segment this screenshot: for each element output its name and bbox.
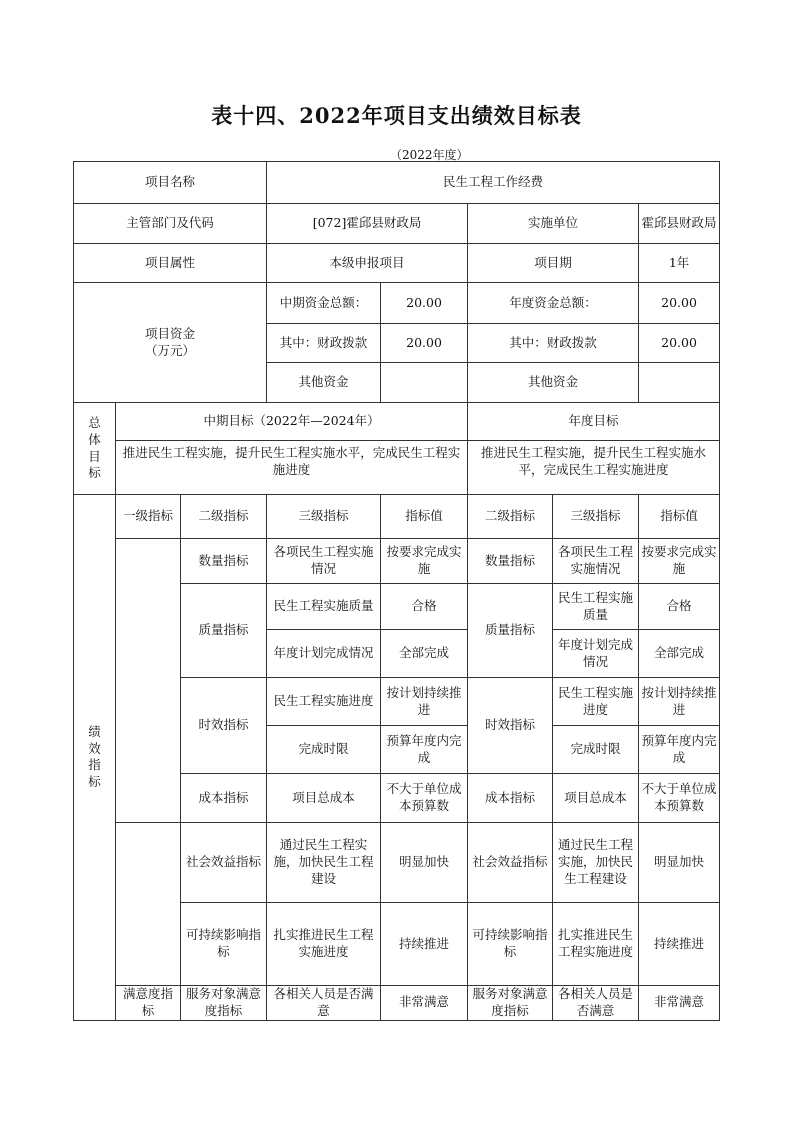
year-label: （2022年度） (390, 148, 469, 162)
l3-cost: 项目总成本 (267, 774, 381, 823)
overall-goal-label: 总体目标 (74, 403, 116, 495)
l3-time-b: 完成时限 (267, 726, 381, 774)
l3y-cost: 项目总成本 (553, 774, 639, 823)
v-time-b: 预算年度内完成 (381, 726, 468, 774)
vy-quality-b: 全部完成 (639, 630, 720, 678)
row-indicator-headers (74, 495, 720, 539)
v-quality-a: 合格 (381, 584, 468, 630)
l2y-quantity: 数量指标 (468, 539, 553, 584)
year-fiscal-value: 20.00 (639, 324, 720, 363)
indicators-label: 绩效指标 (74, 495, 116, 1021)
row-attribute (74, 244, 720, 283)
period-value: 1年 (639, 244, 720, 283)
v-sustain: 持续推进 (381, 903, 468, 986)
v-time-a: 按计划持续推进 (381, 678, 468, 726)
l3-quality-a: 民生工程实施质量 (267, 584, 381, 630)
attribute-label: 项目属性 (74, 244, 267, 283)
project-name-value: 民生工程工作经费 (267, 162, 720, 204)
l3-quantity: 各项民生工程实施情况 (267, 539, 381, 584)
l2y-social: 社会效益指标 (468, 823, 553, 903)
department-value: [072]霍邱县财政局 (267, 204, 468, 244)
l2y-cost: 成本指标 (468, 774, 553, 823)
mid-other-value (381, 363, 468, 403)
impl-unit-value: 霍邱县财政局 (639, 204, 720, 244)
year-goal-text: 推进民生工程实施，提升民生工程实施水平，完成民生工程实施进度 (468, 441, 720, 495)
l2-social: 社会效益指标 (181, 823, 267, 903)
funds-label-line1: 项目资金 (145, 325, 196, 341)
row-goals-text (74, 441, 720, 495)
mid-total-value: 20.00 (381, 283, 468, 324)
year-fiscal-label: 其中：财政拨款 (468, 324, 639, 363)
l3-satisfaction: 各相关人员是否满意 (267, 986, 381, 1021)
header-level1: 一级指标 (116, 495, 181, 539)
vy-time-a: 按计划持续推进 (639, 678, 720, 726)
l2-time: 时效指标 (181, 678, 267, 774)
v-satisfaction: 非常满意 (381, 986, 468, 1021)
attribute-value: 本级申报项目 (267, 244, 468, 283)
period-label: 项目期 (468, 244, 639, 283)
l2y-quality: 质量指标 (468, 584, 553, 678)
v-quantity: 按要求完成实施 (381, 539, 468, 584)
header-level2: 二级指标 (181, 495, 267, 539)
l3y-quality-b: 年度计划完成情况 (553, 630, 639, 678)
vy-quality-a: 合格 (639, 584, 720, 630)
department-label: 主管部门及代码 (74, 204, 267, 244)
l3-quality-b: 年度计划完成情况 (267, 630, 381, 678)
l3-social: 通过民生工程实施，加快民生工程建设 (267, 823, 381, 903)
year-other-label: 其他资金 (468, 363, 639, 403)
vy-cost: 不大于单位成本预算数 (639, 774, 720, 823)
header-level3: 三级指标 (267, 495, 381, 539)
l2-sustain: 可持续影响指标 (181, 903, 267, 986)
year-total-label: 年度资金总额： (468, 283, 639, 324)
l3y-time-b: 完成时限 (553, 726, 639, 774)
l3y-quantity: 各项民生工程实施情况 (553, 539, 639, 584)
l3-time-a: 民生工程实施进度 (267, 678, 381, 726)
project-name-label: 项目名称 (74, 162, 267, 204)
l3y-social: 通过民生工程实施，加快民生工程建设 (553, 823, 639, 903)
impl-unit-label: 实施单位 (468, 204, 639, 244)
performance-table (73, 161, 720, 1021)
header-level3-year: 三级指标 (553, 495, 639, 539)
level1-output-cell (116, 539, 181, 823)
v-cost: 不大于单位成本预算数 (381, 774, 468, 823)
funds-label (74, 283, 267, 403)
funds-label-line2: （万元） (145, 342, 196, 358)
v-quality-b: 全部完成 (381, 630, 468, 678)
row-goals-header (74, 403, 720, 441)
l3y-sustain: 扎实推进民生工程实施进度 (553, 903, 639, 986)
v-social: 明显加快 (381, 823, 468, 903)
vy-social: 明显加快 (639, 823, 720, 903)
l2-satisfaction: 服务对象满意度指标 (181, 986, 267, 1021)
l2-cost: 成本指标 (181, 774, 267, 823)
row-department (74, 204, 720, 244)
year-total-value: 20.00 (639, 283, 720, 324)
vy-satisfaction: 非常满意 (639, 986, 720, 1021)
mid-goal-text: 推进民生工程实施，提升民生工程实施水平，完成民生工程实施进度 (116, 441, 468, 495)
l3y-satisfaction: 各相关人员是否满意 (553, 986, 639, 1021)
l2y-satisfaction: 服务对象满意度指标 (468, 986, 553, 1021)
l2y-time: 时效指标 (468, 678, 553, 774)
row-project-name (74, 162, 720, 204)
table-row (74, 823, 720, 903)
level1-effect-cell (116, 823, 181, 986)
l2y-sustain: 可持续影响指标 (468, 903, 553, 986)
page-title: 表十四、2022年项目支出绩效目标表 (211, 103, 582, 128)
l2-quantity: 数量指标 (181, 539, 267, 584)
table-row (74, 986, 720, 1021)
vy-time-b: 预算年度内完成 (639, 726, 720, 774)
table-row (74, 539, 720, 584)
l3-sustain: 扎实推进民生工程实施进度 (267, 903, 381, 986)
mid-fiscal-label: 其中：财政拨款 (267, 324, 381, 363)
mid-goal-header: 中期目标（2022年—2024年） (116, 403, 468, 441)
mid-total-label: 中期资金总额： (267, 283, 381, 324)
year-goal-header: 年度目标 (468, 403, 720, 441)
vy-sustain: 持续推进 (639, 903, 720, 986)
mid-fiscal-value: 20.00 (381, 324, 468, 363)
l2-quality: 质量指标 (181, 584, 267, 678)
header-level2-year: 二级指标 (468, 495, 553, 539)
l3y-quality-a: 民生工程实施质量 (553, 584, 639, 630)
mid-other-label: 其他资金 (267, 363, 381, 403)
header-value: 指标值 (381, 495, 468, 539)
l3y-time-a: 民生工程实施进度 (553, 678, 639, 726)
header-value-year: 指标值 (639, 495, 720, 539)
row-funds-total (74, 283, 720, 324)
year-other-value (639, 363, 720, 403)
vy-quantity: 按要求完成实施 (639, 539, 720, 584)
l1-satisfaction: 满意度指标 (116, 986, 181, 1021)
